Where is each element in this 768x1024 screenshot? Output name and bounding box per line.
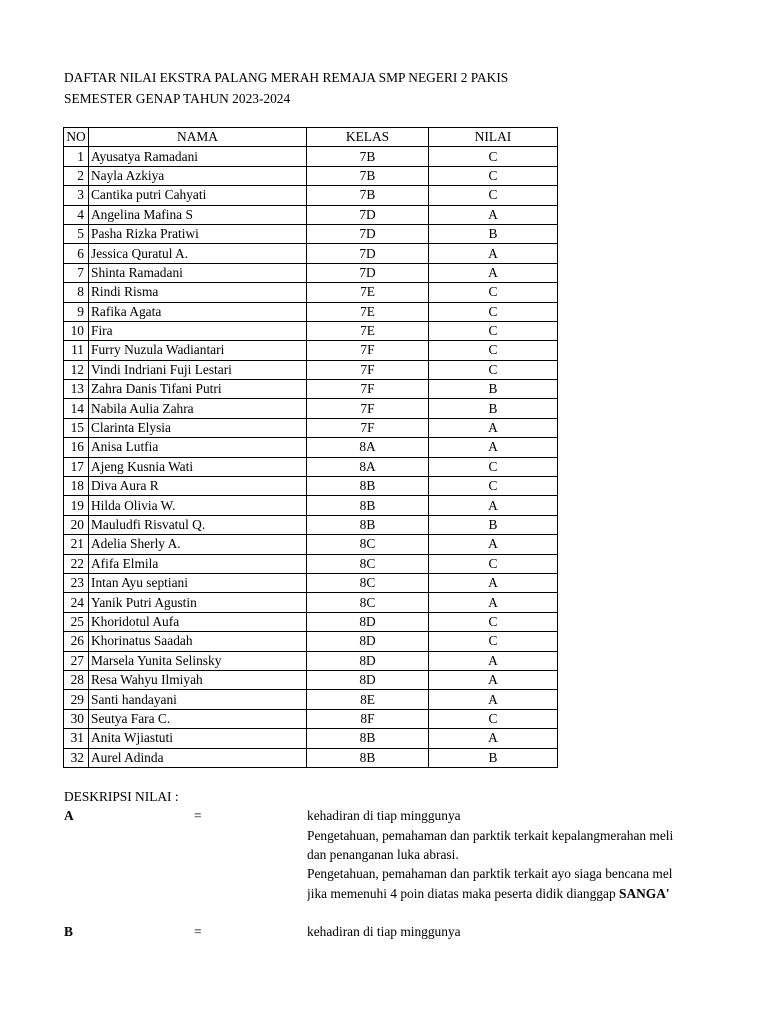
row-nama: Zahra Danis Tifani Putri (89, 380, 307, 399)
row-no: 4 (64, 205, 89, 224)
header-no: NO (64, 128, 89, 147)
row-kelas: 7F (307, 360, 429, 379)
row-nama: Mauludfi Risvatul Q. (89, 515, 307, 534)
row-kelas: 7D (307, 224, 429, 243)
row-nama: Aurel Adinda (89, 748, 307, 767)
row-nilai: C (429, 321, 558, 340)
row-kelas: 7D (307, 263, 429, 282)
row-nilai: A (429, 205, 558, 224)
row-kelas: 8D (307, 632, 429, 651)
row-nama: Pasha Rizka Pratiwi (89, 224, 307, 243)
row-no: 1 (64, 147, 89, 166)
row-no: 7 (64, 263, 89, 282)
row-nilai: C (429, 477, 558, 496)
row-nama: Cantika putri Cahyati (89, 186, 307, 205)
table-row (64, 321, 558, 340)
row-kelas: 8D (307, 651, 429, 670)
table-row (64, 399, 558, 418)
table-row (64, 147, 558, 166)
row-nilai: A (429, 651, 558, 670)
row-no: 24 (64, 593, 89, 612)
table-row (64, 651, 558, 670)
row-nilai: A (429, 244, 558, 263)
row-nama: Santi handayani (89, 690, 307, 709)
table-row (64, 283, 558, 302)
row-kelas: 8D (307, 670, 429, 689)
row-kelas: 7D (307, 244, 429, 263)
row-nilai: B (429, 380, 558, 399)
row-nilai: C (429, 709, 558, 728)
row-nilai: A (429, 535, 558, 554)
row-no: 19 (64, 496, 89, 515)
row-nilai: A (429, 729, 558, 748)
table-row (64, 477, 558, 496)
grade-a-line-2: Pengetahuan, pemahaman dan parktik terkait kepalangmerahan meli (307, 828, 674, 843)
row-no: 10 (64, 321, 89, 340)
description-title: DESKRIPSI NILAI : (64, 789, 179, 804)
table-row (64, 224, 558, 243)
grades-table (63, 127, 558, 768)
row-no: 29 (64, 690, 89, 709)
table-row (64, 438, 558, 457)
row-nama: Marsela Yunita Selinsky (89, 651, 307, 670)
row-kelas: 8E (307, 690, 429, 709)
row-no: 21 (64, 535, 89, 554)
table-row (64, 670, 558, 689)
row-nama: Resa Wahyu Ilmiyah (89, 670, 307, 689)
row-nama: Fira (89, 321, 307, 340)
row-kelas: 8B (307, 477, 429, 496)
row-nama: Adelia Sherly A. (89, 535, 307, 554)
header-kelas: KELAS (307, 128, 429, 147)
row-kelas: 8A (307, 438, 429, 457)
row-kelas: 8B (307, 515, 429, 534)
row-no: 11 (64, 341, 89, 360)
row-kelas: 8C (307, 554, 429, 573)
row-kelas: 7E (307, 302, 429, 321)
table-row (64, 573, 558, 592)
row-nama: Anisa Lutfia (89, 438, 307, 457)
row-no: 9 (64, 302, 89, 321)
row-nama: Diva Aura R (89, 477, 307, 496)
row-no: 5 (64, 224, 89, 243)
row-kelas: 7B (307, 166, 429, 185)
grade-a-line-3: dan penanganan luka abrasi. (307, 847, 459, 862)
grade-b-label: B (64, 924, 73, 939)
row-nama: Rindi Risma (89, 283, 307, 302)
row-no: 8 (64, 283, 89, 302)
row-no: 25 (64, 612, 89, 631)
grade-b-line-1: kehadiran di tiap minggunya (307, 924, 461, 939)
table-row (64, 535, 558, 554)
row-nama: Ajeng Kusnia Wati (89, 457, 307, 476)
row-no: 32 (64, 748, 89, 767)
row-no: 23 (64, 573, 89, 592)
row-nilai: C (429, 166, 558, 185)
row-nilai: A (429, 593, 558, 612)
table-row (64, 360, 558, 379)
grade-a-equals: = (194, 808, 202, 823)
grade-a-line-4: Pengetahuan, pemahaman dan parktik terkait ayo siaga bencana mel (307, 866, 673, 881)
row-kelas: 7F (307, 380, 429, 399)
table-row (64, 302, 558, 321)
row-nilai: A (429, 438, 558, 457)
row-nama: Khoridotul Aufa (89, 612, 307, 631)
table-row (64, 457, 558, 476)
row-no: 12 (64, 360, 89, 379)
table-row (64, 496, 558, 515)
table-row (64, 632, 558, 651)
row-no: 30 (64, 709, 89, 728)
row-nilai: B (429, 399, 558, 418)
row-kelas: 7F (307, 418, 429, 437)
row-nama: Anita Wjiastuti (89, 729, 307, 748)
row-no: 15 (64, 418, 89, 437)
row-kelas: 8F (307, 709, 429, 728)
row-no: 13 (64, 380, 89, 399)
row-no: 31 (64, 729, 89, 748)
table-row (64, 341, 558, 360)
row-nama: Yanik Putri Agustin (89, 593, 307, 612)
table-row (64, 263, 558, 282)
row-no: 20 (64, 515, 89, 534)
row-kelas: 7F (307, 341, 429, 360)
row-kelas: 7E (307, 283, 429, 302)
table-row (64, 418, 558, 437)
table-row (64, 748, 558, 767)
row-nama: Rafika Agata (89, 302, 307, 321)
row-nama: Afifa Elmila (89, 554, 307, 573)
row-nama: Seutya Fara C. (89, 709, 307, 728)
table-row (64, 729, 558, 748)
row-nama: Jessica Quratul A. (89, 244, 307, 263)
table-row (64, 709, 558, 728)
row-kelas: 8B (307, 496, 429, 515)
header-nilai: NILAI (429, 128, 558, 147)
row-nama: Vindi Indriani Fuji Lestari (89, 360, 307, 379)
row-nilai: C (429, 283, 558, 302)
row-no: 2 (64, 166, 89, 185)
row-nama: Clarinta Elysia (89, 418, 307, 437)
row-nilai: A (429, 418, 558, 437)
row-nama: Shinta Ramadani (89, 263, 307, 282)
row-nilai: B (429, 515, 558, 534)
row-nilai: C (429, 612, 558, 631)
row-nilai: C (429, 360, 558, 379)
table-row (64, 690, 558, 709)
row-nilai: A (429, 573, 558, 592)
row-nilai: A (429, 496, 558, 515)
row-kelas: 7D (307, 205, 429, 224)
row-nama: Ayusatya Ramadani (89, 147, 307, 166)
table-header-row (64, 128, 558, 147)
row-no: 6 (64, 244, 89, 263)
row-nama: Nabila Aulia Zahra (89, 399, 307, 418)
row-nama: Khorinatus Saadah (89, 632, 307, 651)
row-nilai: C (429, 341, 558, 360)
row-nilai: C (429, 186, 558, 205)
row-kelas: 8A (307, 457, 429, 476)
row-nama: Intan Ayu septiani (89, 573, 307, 592)
table-row (64, 380, 558, 399)
document-subtitle: SEMESTER GENAP TAHUN 2023-2024 (64, 91, 291, 106)
row-nilai: C (429, 147, 558, 166)
row-kelas: 7F (307, 399, 429, 418)
row-kelas: 7E (307, 321, 429, 340)
row-kelas: 8D (307, 612, 429, 631)
row-no: 22 (64, 554, 89, 573)
grade-a-line-5 (307, 886, 687, 902)
row-no: 16 (64, 438, 89, 457)
grade-a-label: A (64, 808, 74, 823)
row-kelas: 7B (307, 186, 429, 205)
document-title: DAFTAR NILAI EKSTRA PALANG MERAH REMAJA SMP NEGERI 2 PAKIS (64, 70, 509, 85)
table-row (64, 166, 558, 185)
header-nama: NAMA (89, 128, 307, 147)
row-kelas: 8C (307, 573, 429, 592)
table-row (64, 593, 558, 612)
row-nilai: C (429, 302, 558, 321)
row-nilai: C (429, 632, 558, 651)
row-nama: Nayla Azkiya (89, 166, 307, 185)
grade-a-line-1: kehadiran di tiap minggunya (307, 808, 461, 823)
row-nilai: B (429, 748, 558, 767)
row-no: 18 (64, 477, 89, 496)
row-no: 14 (64, 399, 89, 418)
row-nilai: C (429, 457, 558, 476)
grade-a-line-5-text: jika memenuhi 4 poin diatas maka peserta didik dianggap (307, 886, 619, 901)
row-nama: Angelina Mafina S (89, 205, 307, 224)
row-no: 3 (64, 186, 89, 205)
row-no: 27 (64, 651, 89, 670)
table-row (64, 612, 558, 631)
row-nilai: A (429, 670, 558, 689)
row-kelas: 8B (307, 729, 429, 748)
row-kelas: 8C (307, 535, 429, 554)
grade-a-line-5-emphasis: SANGA' (619, 886, 670, 901)
row-nilai: A (429, 263, 558, 282)
grade-b-equals: = (194, 924, 202, 939)
row-kelas: 7B (307, 147, 429, 166)
row-nama: Hilda Olivia W. (89, 496, 307, 515)
row-nama: Furry Nuzula Wadiantari (89, 341, 307, 360)
row-nilai: C (429, 554, 558, 573)
table-row (64, 244, 558, 263)
row-nilai: B (429, 224, 558, 243)
table-row (64, 205, 558, 224)
row-no: 26 (64, 632, 89, 651)
table-row (64, 186, 558, 205)
row-no: 28 (64, 670, 89, 689)
row-nilai: A (429, 690, 558, 709)
table-row (64, 515, 558, 534)
table-row (64, 554, 558, 573)
row-kelas: 8B (307, 748, 429, 767)
row-kelas: 8C (307, 593, 429, 612)
row-no: 17 (64, 457, 89, 476)
